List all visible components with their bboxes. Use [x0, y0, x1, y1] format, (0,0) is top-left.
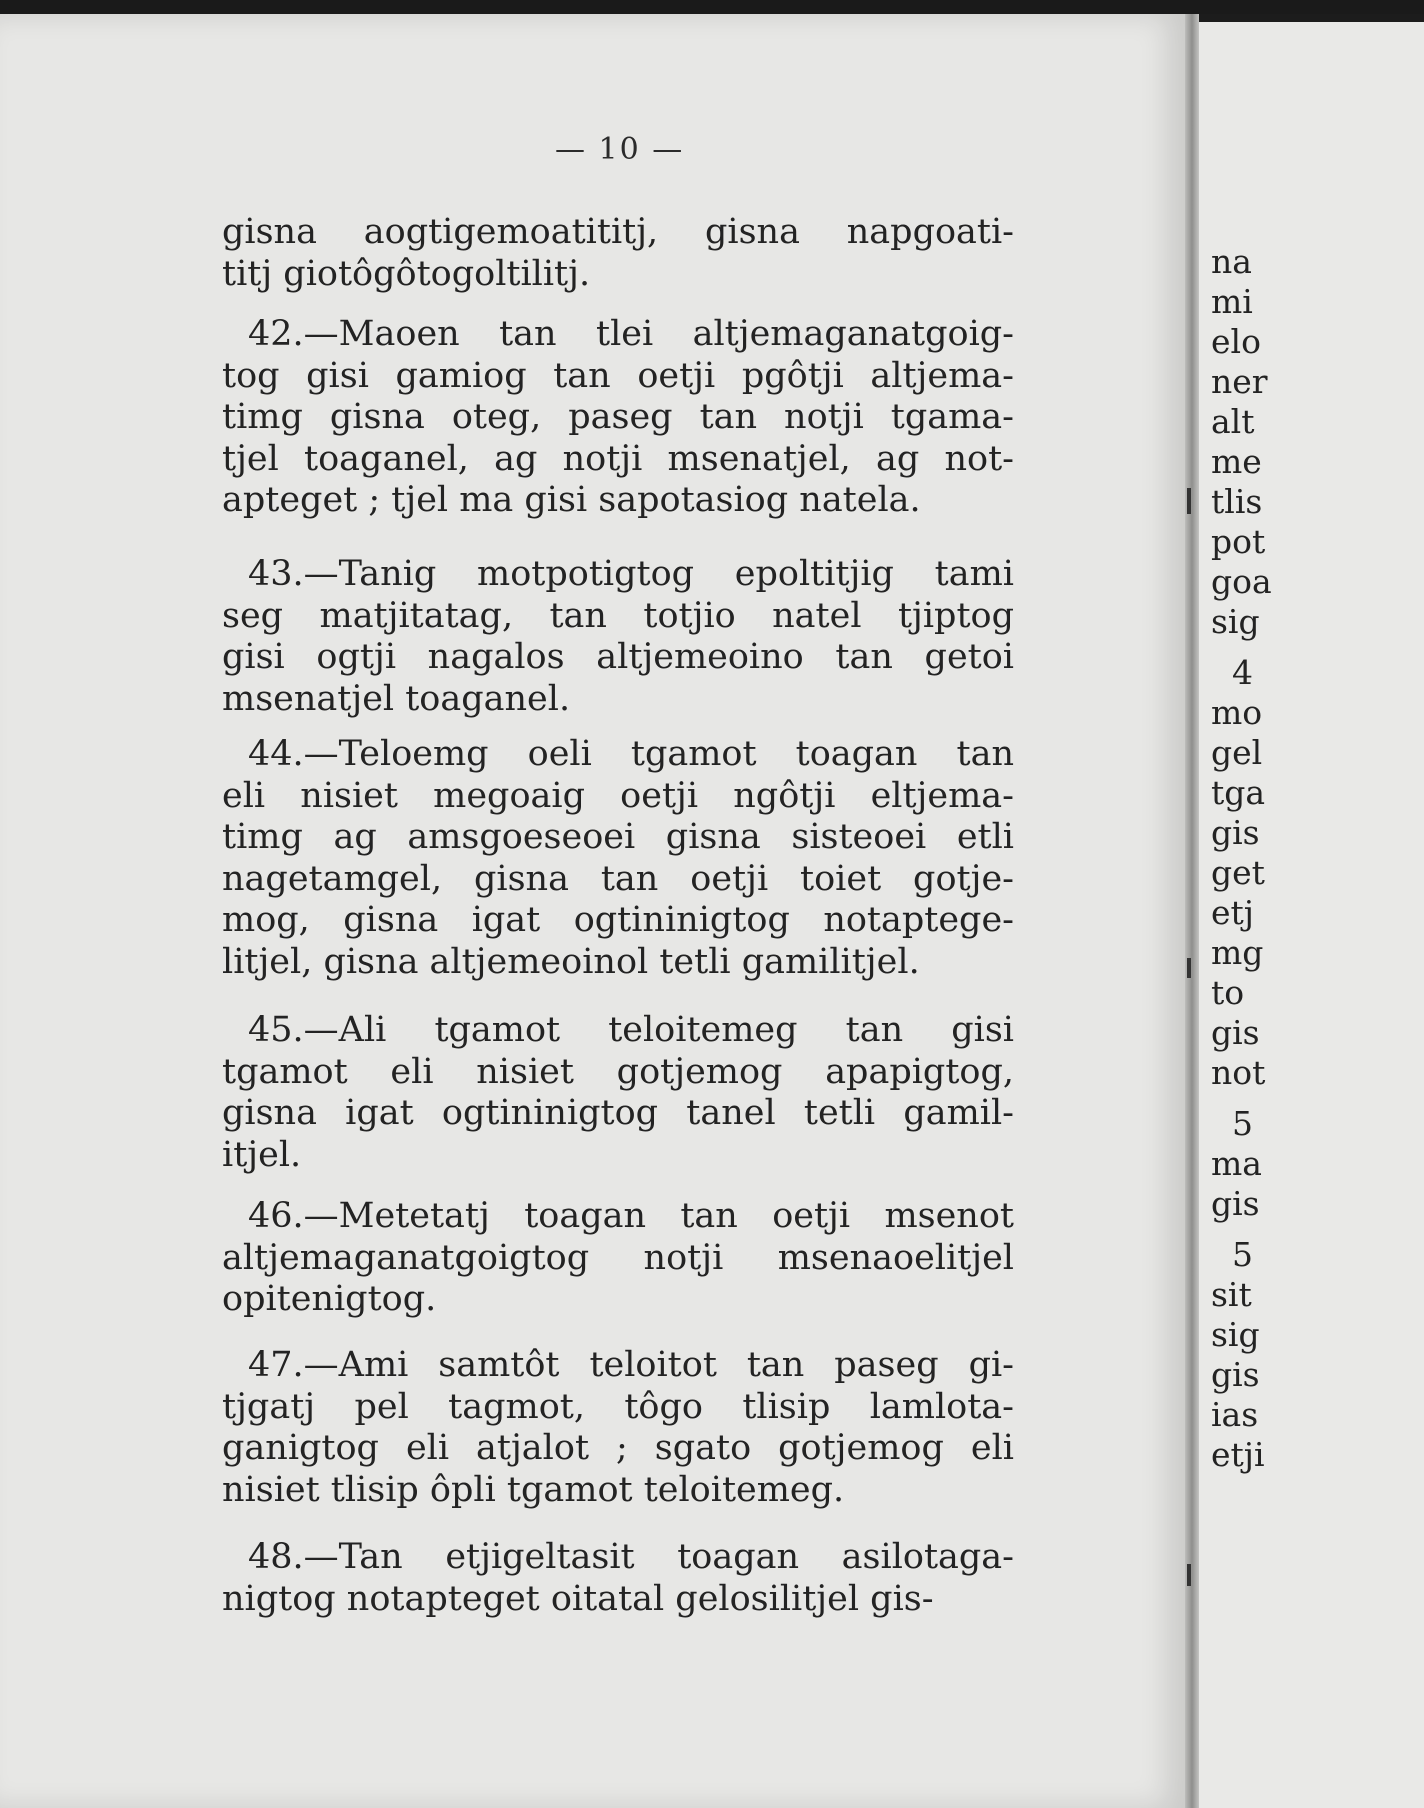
text-line: opitenigtog.: [222, 1279, 437, 1319]
right-page-line: 4: [1232, 653, 1253, 692]
right-page-line: get: [1211, 853, 1265, 892]
text-line: 48.—Tan etjigeltasit toagan asilotaga-: [248, 1537, 1014, 1577]
text-line: nisiet tlisip ôpli tgamot teloitemeg.: [222, 1469, 845, 1510]
page-number: — 10 —: [555, 132, 685, 167]
text-line: seg matjitatag, tan totjio natel tjiptog: [222, 595, 1014, 636]
right-page-line: ias: [1211, 1395, 1259, 1434]
right-page-line: tlis: [1211, 482, 1263, 521]
right-page-line: sig: [1211, 602, 1260, 641]
paragraph: [222, 212, 1014, 295]
right-page-line: me: [1211, 442, 1262, 481]
text-line: itjel.: [222, 1134, 302, 1175]
right-page-line: na: [1211, 242, 1252, 281]
right-page-edge-mark: [1187, 1564, 1191, 1586]
text-line: timg gisna oteg, paseg tan notji tgama-: [222, 397, 1014, 437]
right-page-line: gel: [1211, 733, 1263, 772]
right-page-line: elo: [1211, 322, 1261, 361]
right-page-text-fragments: [1211, 242, 1424, 1475]
right-page-edge-mark: [1187, 488, 1191, 514]
right-page-line: sit: [1211, 1275, 1252, 1314]
scan-top-edge: [0, 0, 1424, 14]
right-page-line: alt: [1211, 402, 1255, 441]
text-line: 46.—Metetatj toagan tan oetji msenot: [248, 1196, 1014, 1236]
text-line: apteget ; tjel ma gisi sapotasiog natela.: [222, 480, 921, 520]
paragraph: [222, 734, 1014, 983]
right-page-line: ner: [1211, 362, 1268, 401]
right-page-line: pot: [1211, 522, 1266, 561]
text-line: titj giotôgôtogoltilitj.: [222, 253, 591, 294]
paragraph: [222, 1537, 1014, 1620]
right-page-line: etji: [1211, 1435, 1265, 1474]
right-page-line: tga: [1211, 773, 1266, 812]
text-line: nigtog notapteget oitatal gelosilitjel gis-: [222, 1578, 934, 1619]
right-page-line: goa: [1211, 562, 1272, 601]
right-page-line: ma: [1211, 1144, 1262, 1183]
right-page-line: gis: [1211, 1355, 1260, 1394]
paragraph: [222, 1196, 1014, 1321]
book-gutter: [1185, 14, 1199, 1808]
text-line: litjel, gisna altjemeoinol tetli gamilitjel.: [222, 941, 920, 982]
right-page-line: to: [1211, 973, 1245, 1012]
text-line: altjemaganatgoigtog notji msenaoelitjel: [222, 1237, 1014, 1278]
paragraph: [222, 1345, 1014, 1511]
text-line: timg ag amsgoeseoei gisna sisteoei etli: [222, 817, 1014, 857]
right-page-line: mg: [1211, 933, 1264, 972]
text-line: mog, gisna igat ogtininigtog notaptege-: [222, 900, 1014, 940]
text-line: ganigtog eli atjalot ; sgato gotjemog eli: [222, 1428, 1014, 1468]
text-line: tjgatj pel tagmot, tôgo tlisip lamlota-: [222, 1386, 1014, 1427]
paragraph: [222, 314, 1014, 522]
text-line: 47.—Ami samtôt teloitot tan paseg gi-: [248, 1345, 1014, 1385]
text-line: gisi ogtji nagalos altjemeoino tan getoi: [222, 637, 1014, 677]
paragraph: [222, 1010, 1014, 1176]
right-page-line: not: [1211, 1053, 1266, 1092]
text-line: msenatjel toaganel.: [222, 678, 571, 719]
text-line: 44.—Teloemg oeli tgamot toagan tan: [248, 734, 1014, 774]
right-page-line: etj: [1211, 893, 1255, 932]
right-page-line: gis: [1211, 813, 1260, 852]
text-line: tog gisi gamiog tan oetji pgôtji altjema-: [222, 355, 1014, 396]
text-line: 45.—Ali tgamot teloitemeg tan gisi: [248, 1010, 1014, 1050]
right-page-edge-mark: [1187, 958, 1191, 978]
right-page-line: mo: [1211, 693, 1263, 732]
right-page-line: gis: [1211, 1184, 1260, 1223]
text-line: eli nisiet megoaig oetji ngôtji eltjema-: [222, 775, 1014, 816]
right-page-line: mi: [1211, 282, 1253, 321]
text-line: gisna igat ogtininigtog tanel tetli gamil-: [222, 1093, 1014, 1133]
right-page-line: 5: [1232, 1235, 1253, 1274]
text-line: gisna aogtigemoatititj, gisna napgoati-: [222, 212, 1014, 252]
text-line: nagetamgel, gisna tan oetji toiet gotje-: [222, 858, 1014, 899]
right-page-line: 5: [1232, 1104, 1253, 1143]
text-line: tjel toaganel, ag notji msenatjel, ag not-: [222, 438, 1014, 479]
text-line: 43.—Tanig motpotigtog epoltitjig tami: [248, 554, 1014, 594]
text-line: tgamot eli nisiet gotjemog apapigtog,: [222, 1051, 1014, 1092]
right-page-line: sig: [1211, 1315, 1260, 1354]
text-line: 42.—Maoen tan tlei altjemaganatgoig-: [248, 314, 1014, 354]
right-page-line: gis: [1211, 1013, 1260, 1052]
paragraph: [222, 554, 1014, 720]
